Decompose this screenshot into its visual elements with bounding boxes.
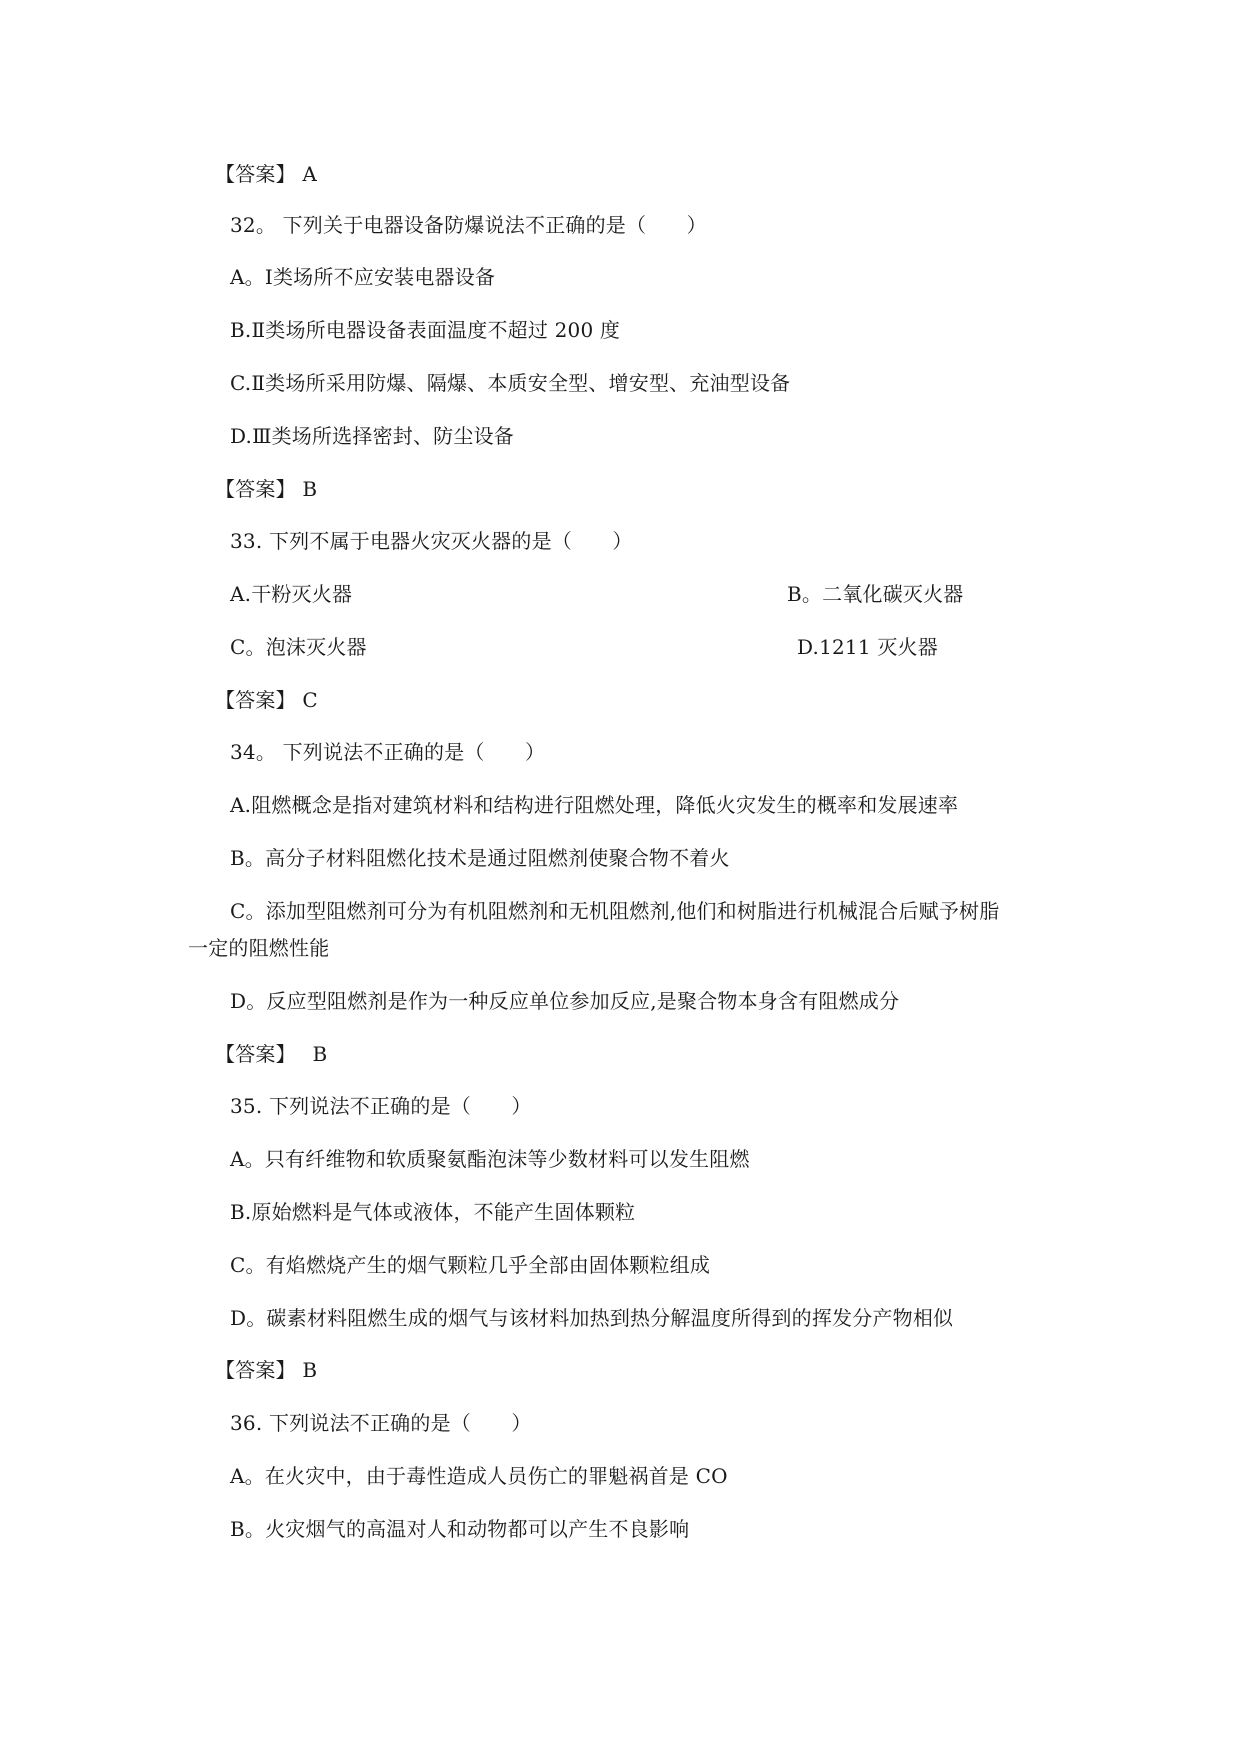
- option-33-d: D.1211 灭火器: [797, 635, 938, 659]
- question-35: 35. 下列说法不正确的是（ ）: [230, 1094, 532, 1118]
- question-36: 36. 下列说法不正确的是（ ）: [230, 1411, 532, 1435]
- option-32-b: B.Ⅱ类场所电器设备表面温度不超过 200 度: [230, 318, 621, 342]
- option-34-b: B。高分子材料阻燃化技术是通过阻燃剂使聚合物不着火: [230, 846, 730, 870]
- option-33-c: C。泡沫灭火器: [230, 635, 367, 659]
- option-34-c-continued: 一定的阻燃性能: [188, 936, 330, 960]
- option-34-d: D。反应型阻燃剂是作为一种反应单位参加反应,是聚合物本身含有阻燃成分: [230, 989, 900, 1013]
- answer-31: 【答案】 A: [215, 162, 318, 186]
- option-36-a: A。在火灾中，由于毒性造成人员伤亡的罪魁祸首是 CO: [230, 1464, 728, 1488]
- option-33-b: B。二氧化碳灭火器: [787, 582, 964, 606]
- question-33: 33. 下列不属于电器火灾灭火器的是（ ）: [230, 529, 633, 553]
- option-32-d: D.Ⅲ类场所选择密封、防尘设备: [230, 424, 514, 448]
- answer-33: 【答案】 C: [215, 688, 318, 712]
- option-36-b: B。火灾烟气的高温对人和动物都可以产生不良影响: [230, 1517, 690, 1541]
- question-32: 32。 下列关于电器设备防爆说法不正确的是（ ）: [230, 213, 707, 237]
- option-34-c: C。添加型阻燃剂可分为有机阻燃剂和无机阻燃剂,他们和树脂进行机械混合后赋予树脂: [230, 899, 1000, 923]
- answer-34: 【答案】 B: [215, 1042, 328, 1066]
- option-35-b: B.原始燃料是气体或液体，不能产生固体颗粒: [230, 1200, 636, 1224]
- option-33-a: A.干粉灭火器: [230, 582, 353, 606]
- question-34: 34。 下列说法不正确的是（ ）: [230, 740, 546, 764]
- option-35-a: A。只有纤维物和软质聚氨酯泡沫等少数材料可以发生阻燃: [230, 1147, 750, 1171]
- answer-35: 【答案】 B: [215, 1358, 318, 1382]
- option-32-a: A。Ⅰ类场所不应安装电器设备: [230, 265, 496, 289]
- option-35-d: D。碳素材料阻燃生成的烟气与该材料加热到热分解温度所得到的挥发分产物相似: [230, 1306, 954, 1330]
- option-34-a: A.阻燃概念是指对建筑材料和结构进行阻燃处理，降低火灾发生的概率和发展速率: [230, 793, 959, 817]
- answer-32: 【答案】 B: [215, 477, 318, 501]
- option-35-c: C。有焰燃烧产生的烟气颗粒几乎全部由固体颗粒组成: [230, 1253, 711, 1277]
- option-32-c: C.Ⅱ类场所采用防爆、隔爆、本质安全型、增安型、充油型设备: [230, 371, 791, 395]
